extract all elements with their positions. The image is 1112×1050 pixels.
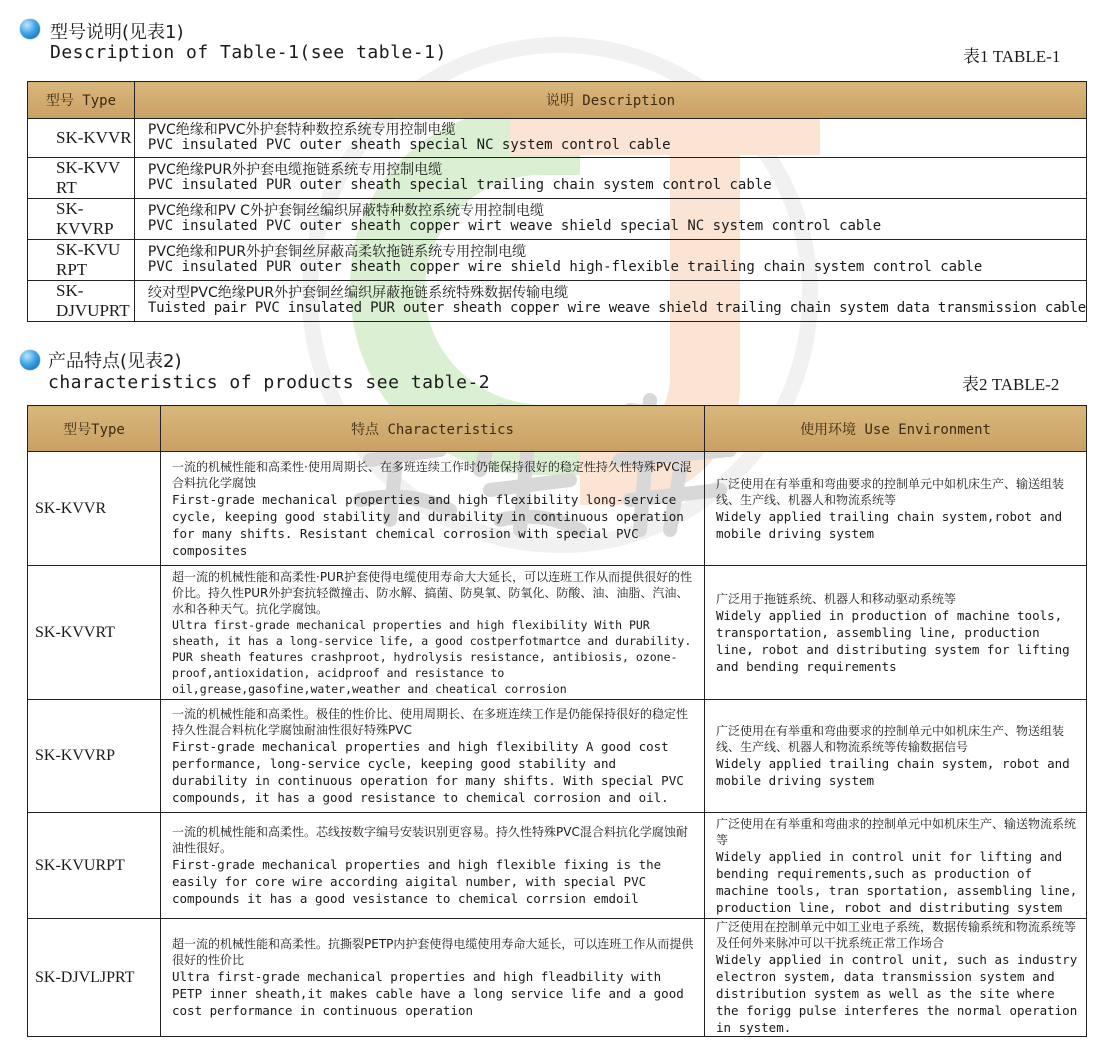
bullet-icon (20, 350, 40, 370)
description-cell (134, 119, 1086, 158)
environment-cn: 广泛用于拖链系统、机器人和移动驱动系统等 (716, 591, 957, 606)
type-cell: SK-KVVRP (28, 199, 135, 240)
section2-title-en: characteristics of products see table-2 (48, 372, 491, 393)
header-type: 型号Type (28, 406, 161, 452)
description-cell (134, 199, 1086, 240)
description-cell (134, 158, 1086, 199)
product-characteristics-table (27, 405, 1087, 1037)
description-en: PVC insulated PUR outer sheath copper wire shield high-flexible trailing chain system control cable (147, 259, 983, 275)
environment-cn: 广泛使用在有举重和弯曲要求的控制单元中如机床生产、物送组装线、生产线、机器人和物流系统等传输数据信号 (716, 724, 1065, 754)
description-en: PVC insulated PVC outer sheath copper wirt weave shield special NC system control cable (147, 218, 882, 234)
section1-heading (0, 0, 1112, 70)
type-cell: SK-KVVR (28, 119, 135, 158)
description-cell (134, 240, 1086, 281)
table-row (28, 240, 1087, 281)
bullet-icon (20, 19, 40, 39)
description-cn: PVC绝缘和PV C外护套铜丝编织屏蔽特种数控系统专用控制电缆 (147, 203, 544, 219)
characteristics-cell (161, 813, 705, 919)
description-cell (134, 281, 1086, 322)
characteristics-cell (161, 919, 705, 1037)
section1-title-cn: 型号说明(见表1) (50, 22, 184, 43)
header-characteristics: 特点 Characteristics (161, 406, 705, 452)
description-cn: 绞对型PVC绝缘PUR外护套铜丝编织屏蔽拖链系统特殊数据传输电缆 (147, 285, 569, 301)
characteristics-en: First-grade mechanical properties and high flexibility A good cost performance, long-service cycle, keeping good stability and durability in continuous operation for many shifts. With special PVC compounds, it has a good resistance to chemical corrosion and oil. (172, 739, 684, 805)
description-cn: PVC绝缘PUR外护套电缆拖链系统专用控制电缆 (147, 162, 443, 178)
type-cell: SK-DJVLJPRT (28, 919, 161, 1037)
table-row (28, 119, 1087, 158)
characteristics-cell (161, 452, 705, 566)
environment-en: Widely applied in control unit for lifting and bending requirements,such as production of machine tools, tran sportation, assembling line, production line, robot and distributing system (716, 848, 1078, 915)
table-row (28, 566, 1087, 700)
type-cell: SK-KVVRP (28, 700, 161, 813)
environment-cell (705, 813, 1087, 919)
header-environment: 使用环境 Use Environment (705, 406, 1087, 452)
type-cell: SK-KVVRT (28, 566, 161, 700)
environment-cell (705, 919, 1087, 1037)
environment-en: Widely applied trailing chain system, robot and mobile driving system (716, 756, 1070, 788)
environment-cn: 广泛使用在有举重和弯曲求的控制单元中如机床生产、输送物流系统等 (716, 816, 1077, 847)
characteristics-cell (161, 700, 705, 813)
table-row (28, 199, 1087, 240)
table-row (28, 919, 1087, 1037)
type-cell: SK-KVU RPT (28, 240, 135, 281)
characteristics-cn: 超一流的机械性能和高柔性。抗撕裂PETP内护套使得电缆使用寿命大延长，可以连班工作从而提供很好的性价比 (172, 937, 694, 967)
environment-cn: 广泛使用在有举重和弯曲要求的控制单元中如机床生产、输送组装线、生产线、机器人和物流系统等 (716, 476, 1065, 507)
section1-table-tag: 表1 TABLE-1 (963, 47, 1061, 66)
table-row (28, 700, 1087, 813)
table-row (28, 813, 1087, 919)
header-description: 说明 Description (134, 82, 1086, 119)
environment-cell (705, 566, 1087, 700)
environment-cn: 广泛使用在控制单元中如工业电子系统，数据传输系统和物流系统等及任何外来脉冲可以干扰系统正常工作场合 (716, 920, 1077, 950)
section2-table-tag: 表2 TABLE-2 (962, 375, 1060, 394)
section1-title-en: Description of Table-1(see table-1) (50, 42, 447, 63)
characteristics-cn: 一流的机械性能和高柔性。极佳的性价比、使用周期长、在多班连续工作是仍能保持很好的稳定性持久性混合料杭化学腐蚀耐油性很好特殊PVC (172, 707, 689, 737)
characteristics-cn: 一流的机械性能和高柔性·使用周期长、在多班连续工作时仍能保持很好的稳定性持久性特殊PVC混合料抗化学腐蚀 (172, 459, 692, 490)
characteristics-cn: 一流的机械性能和高柔性。芯线按数字编号安装识别更容易。持久性特殊PVC混合料抗化学腐蚀耐油性很好。 (172, 825, 688, 855)
type-cell: SK-DJVUPRT (28, 281, 135, 322)
environment-en: Widely applied in control unit, such as industry electron system, data transmission system and distribution system as well as the site where the forigg pulse interferes the normal operation in system. (716, 952, 1078, 1035)
characteristics-en: Ultra first-grade mechanical properties and high fleadbility with PETP inner sheath,it makes cable have a long service life and a good cost performance in continuous operation (172, 969, 684, 1018)
table-row (28, 281, 1087, 322)
characteristics-en: First-grade mechanical properties and high flexible fixing is the easily for core wire according aigital number, with special PVC compounds it has a good vesistance to chemical corrsion emdoil (172, 857, 662, 906)
model-description-table (27, 81, 1087, 322)
description-cn: PVC绝缘和PVC外护套特种数控系统专用控制电缆 (147, 122, 456, 138)
type-cell: SK-KVURPT (28, 813, 161, 919)
table-row (28, 452, 1087, 566)
characteristics-en: Ultra first-grade mechanical properties and high flexibility With PUR sheath, it has a long-service life, a good costperfotmartce and durability. PUR sheath features crashproot, hydrolysis resistance, antibiosis, ozone-proof,antioxidation, acidproof and resistance to oil,grease,gasofine,water,weather and cheatical corrosion (172, 617, 692, 696)
description-cn: PVC绝缘和PUR外护套铜丝屏蔽高柔软拖链系统专用控制电缆 (147, 244, 527, 260)
environment-cell (705, 700, 1087, 813)
table-row (28, 158, 1087, 199)
type-cell: SK-KVVR (28, 452, 161, 566)
description-en: PVC insulated PUR outer sheath special trailing chain system control cable (147, 177, 772, 193)
description-en: PVC insulated PVC outer sheath special NC system control cable (147, 137, 671, 153)
environment-cell (705, 452, 1087, 566)
header-type: 型号 Type (28, 82, 135, 119)
type-cell: SK-KVV RT (28, 158, 135, 199)
section2-heading (0, 340, 1112, 400)
description-en: Tuisted pair PVC insulated PUR outer sheath copper wire weave shield trailing chain system data transmission cable (147, 300, 1086, 316)
environment-en: Widely applied trailing chain system,robot and mobile driving system (716, 508, 1063, 541)
environment-en: Widely applied in production of machine tools, transportation, assembling line, production line, robot and distributing system for lifting and bending requirements (716, 607, 1070, 674)
characteristics-cell (161, 566, 705, 700)
section2-title-cn: 产品特点(见表2) (48, 351, 182, 372)
characteristics-cn: 超一流的机械性能和高柔性·PUR护套使得电缆使用寿命大大延长，可以连班工作从而提供很好的性价比。持久性PUR外护套抗轻微撞击、防水解、搞菌、防臭氧、防氧化、防酸、油、油脂、汽油、水和各种天气。抗化学腐蚀。 (172, 569, 693, 616)
characteristics-en: First-grade mechanical properties and high flexibility long-service cycle, keeping good stability and durability in continuous operation for many shifts. Resistant chemical corrosion with special PVC composites (172, 491, 684, 558)
